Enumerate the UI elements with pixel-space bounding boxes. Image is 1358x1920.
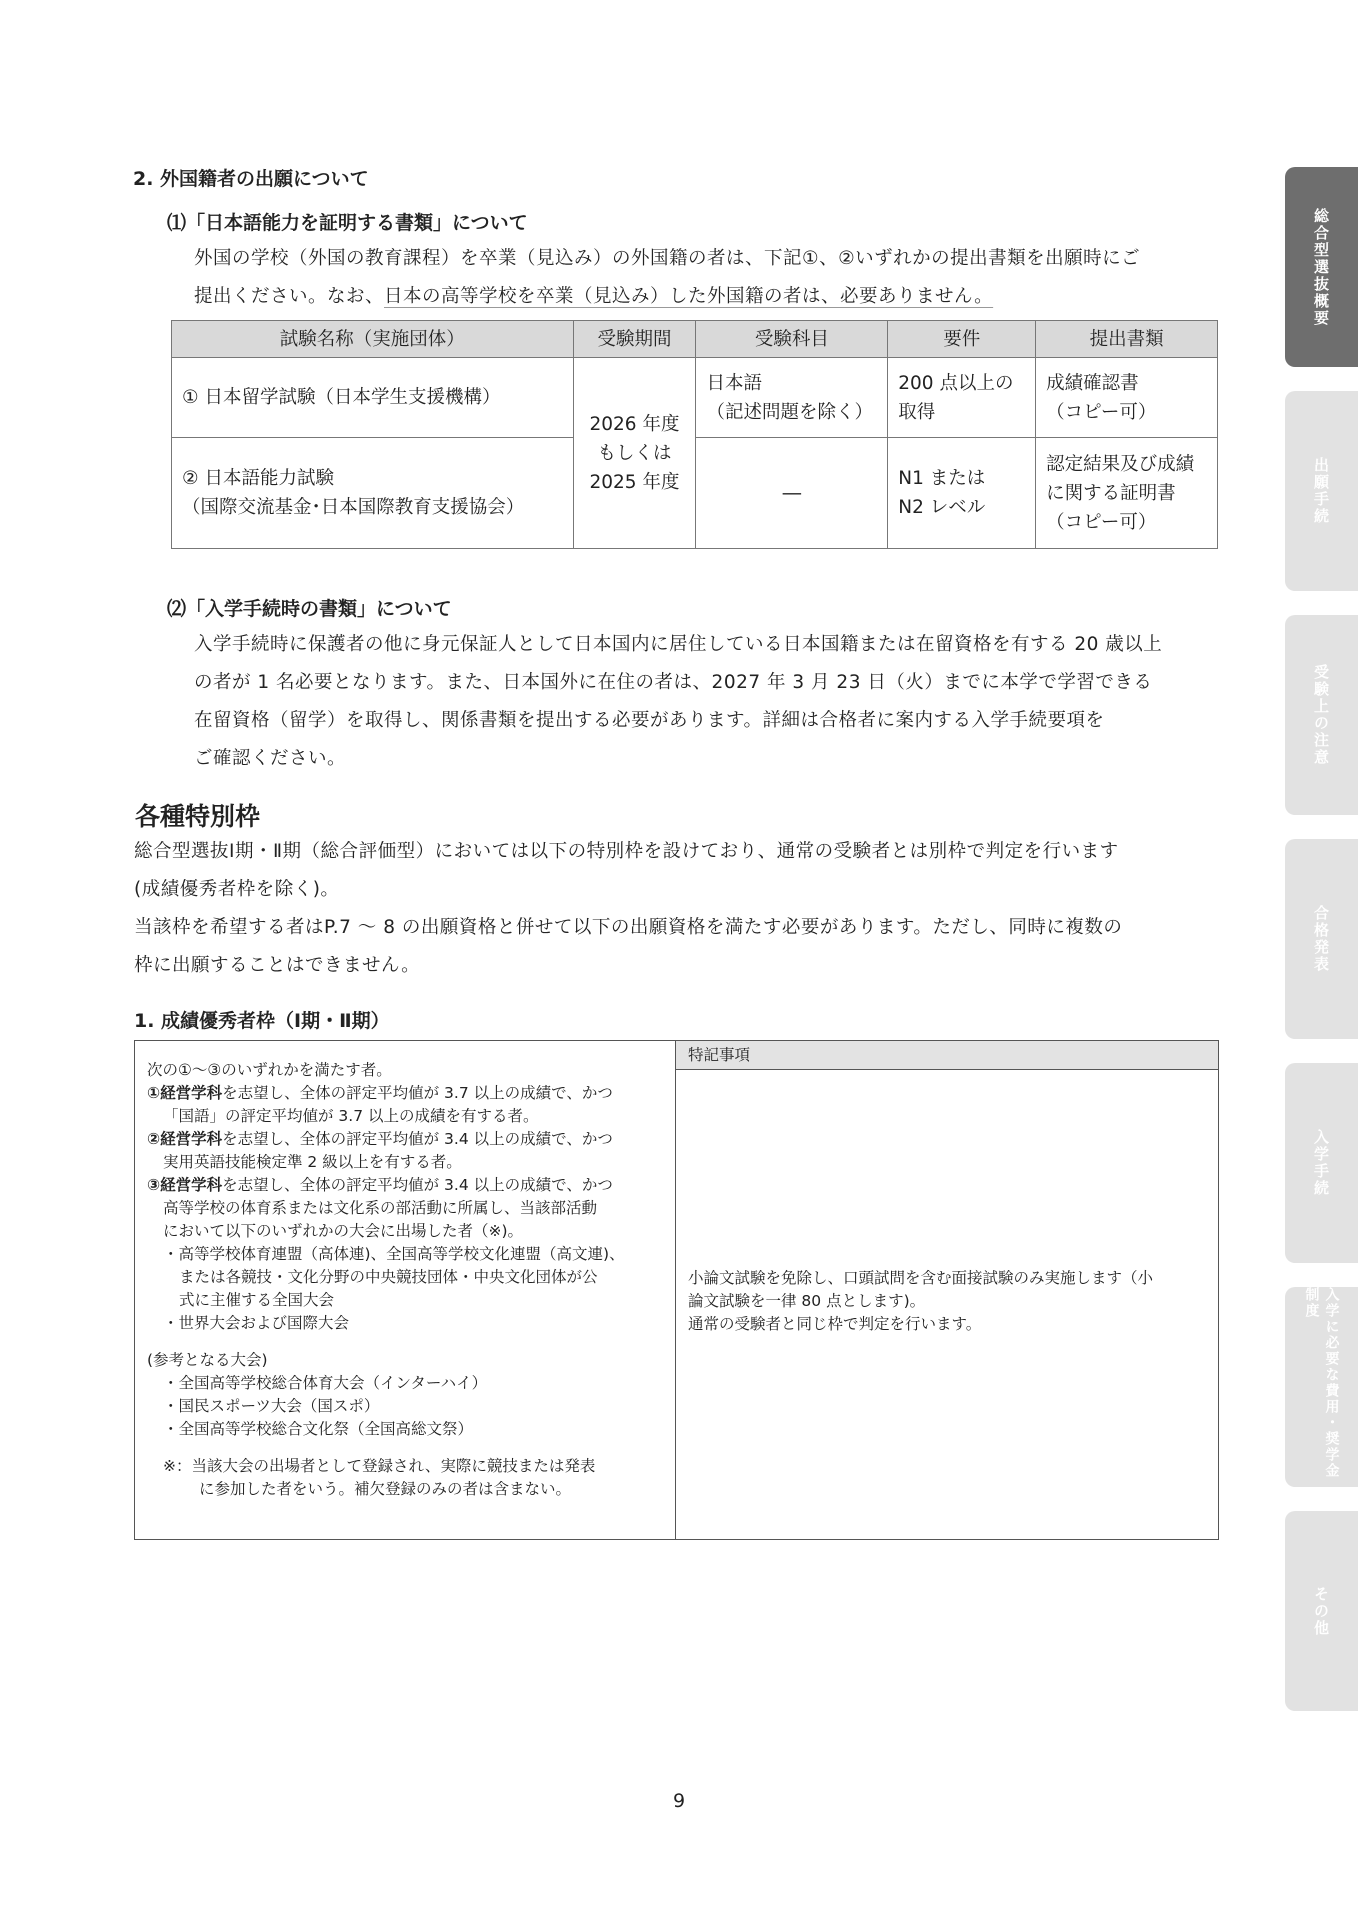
merit-quota-heading: 1. 成績優秀者枠（Ⅰ期・Ⅱ期） — [134, 1010, 390, 1032]
exam-name-cell: ② 日本語能力試験 （国際交流基金･日本国際教育支援協会） — [172, 438, 574, 549]
requirement-cell: N1 または N2 レベル — [888, 438, 1036, 549]
column-header: 受験科目 — [696, 321, 888, 358]
text-line: 枠に出願することはできません。 — [134, 955, 421, 976]
column-header: 提出書類 — [1036, 321, 1218, 358]
column-header: 要件 — [888, 321, 1036, 358]
remarks-header-label: 特記事項 — [688, 1046, 751, 1064]
subject-cell: 日本語 （記述問題を除く） — [696, 358, 888, 438]
remarks-text: 小論文試験を免除し、口頭試問を含む面接試験のみ実施します（小 論文試験を一律 80 点とします)。 通常の受験者と同じ枠で判定を行います。 — [688, 1269, 1154, 1333]
column-header: 受験期間 — [573, 321, 696, 358]
side-tab-overview[interactable]: 総合型選抜概要 — [1285, 167, 1358, 367]
exam-name-cell: ① 日本留学試験（日本学生支援機構） — [172, 358, 574, 438]
column-header: 試験名称（実施団体） — [172, 321, 574, 358]
side-tab-exam-notes[interactable]: 受験上の注意 — [1285, 615, 1358, 815]
side-tab-enrollment[interactable]: 入学手続 — [1285, 1063, 1358, 1263]
page-number: 9 — [672, 1790, 686, 1812]
underlined-note: 日本の高等学校を卒業（見込み）した外国籍の者は、必要ありません。 — [384, 286, 994, 307]
text-line: ご確認ください。 — [194, 748, 347, 769]
column-divider — [675, 1041, 676, 1539]
text-line: 在留資格（留学）を取得し、関係書類を提出する必要があります。詳細は合格者に案内する入学手続要項を — [194, 710, 1105, 731]
special-quota-text — [134, 833, 1224, 985]
document-cell: 成績確認書 （コピー可） — [1036, 358, 1218, 438]
subject-cell: ― — [696, 438, 888, 549]
merit-quota-box — [134, 1040, 1219, 1540]
eligibility-text: 次の①～③のいずれかを満たす者。 ①経営学科を志望し、全体の評定平均値が 3.7 以上の成績で、かつ 「国語」の評定平均値が 3.7 以上の成績を有する者。 ②経営学科を志望し、全体の評定平均値が 3.4 以上の成績で、かつ 実用英語技能検定準 2 級以上を有する者。 ③経営学科を志望し、全体の評定平均値が 3.4 以上の成績で、かつ 高等学校の体育系または文化系の部活動に所属し、当該部活動 において以下のいずれかの大会に出場した者（※)。 ・高等学校体育連盟（高体連)、全国高等学校文化連盟（高文連)、 または各競技・文化分野の中央競技団体・中央文化団体が公 式に主催する全国大会 ・世界大会および国際大会 (参考となる大会) ・全国高等学校総合体育大会（インターハイ） ・国民スポーツ大会（国スポ） ・全国高等学校総合文化祭（全国高総文祭） ※：当該大会の出場者として登録され、実際に競技または発表 に参加した者をいう。補欠登録のみの者は含まない。 — [147, 1061, 625, 1498]
side-tab-fees-scholarship[interactable]: 入学に必要な費用・奨学金制度 — [1285, 1287, 1358, 1487]
side-tab-application[interactable]: 出願手続 — [1285, 391, 1358, 591]
text-line: (成績優秀者枠を除く)。 — [134, 879, 340, 900]
text-line: 入学手続時に保護者の他に身元保証人として日本国内に居住している日本国籍または在留資格を有する 20 歳以上 — [194, 634, 1163, 655]
subsection-1-text — [194, 240, 1224, 316]
document-cell: 認定結果及び成績 に関する証明書 （コピー可） — [1036, 438, 1218, 549]
table-row — [172, 358, 1218, 438]
language-proof-table — [171, 320, 1218, 549]
subsection-heading-2: ⑵「入学手続時の書類」について — [167, 598, 452, 620]
text-line: 外国の学校（外国の教育課程）を卒業（見込み）の外国籍の者は、下記①、②いずれかの提出書類を出願時にご — [194, 248, 1141, 269]
side-tab-results[interactable]: 合格発表 — [1285, 839, 1358, 1039]
text-line: の者が 1 名必要となります。また、日本国外に在住の者は、2027 年 3 月 23 日（火）までに本学で学習できる — [194, 672, 1153, 693]
text-line: 提出ください。なお、日本の高等学校を卒業（見込み）した外国籍の者は、必要ありません。 — [194, 286, 994, 307]
side-tab-other[interactable]: その他 — [1285, 1511, 1358, 1711]
text-line: 当該枠を希望する者はP.7 ～ 8 の出願資格と併せて以下の出願資格を満たす必要があります。ただし、同時に複数の — [134, 917, 1123, 938]
subsection-heading-1: ⑴「日本語能力を証明する書類」について — [167, 212, 528, 234]
subsection-2-text — [194, 626, 1224, 778]
section-heading: 2. 外国籍者の出願について — [133, 168, 369, 190]
period-cell: 2026 年度 もしくは 2025 年度 — [573, 358, 696, 549]
remarks-header — [676, 1041, 1218, 1070]
requirement-cell: 200 点以上の 取得 — [888, 358, 1036, 438]
table-header-row — [172, 321, 1218, 358]
special-quota-title: 各種特別枠 — [135, 802, 261, 831]
text-line: 総合型選抜Ⅰ期・Ⅱ期（総合評価型）においては以下の特別枠を設けており、通常の受験者とは別枠で判定を行います — [134, 841, 1119, 862]
